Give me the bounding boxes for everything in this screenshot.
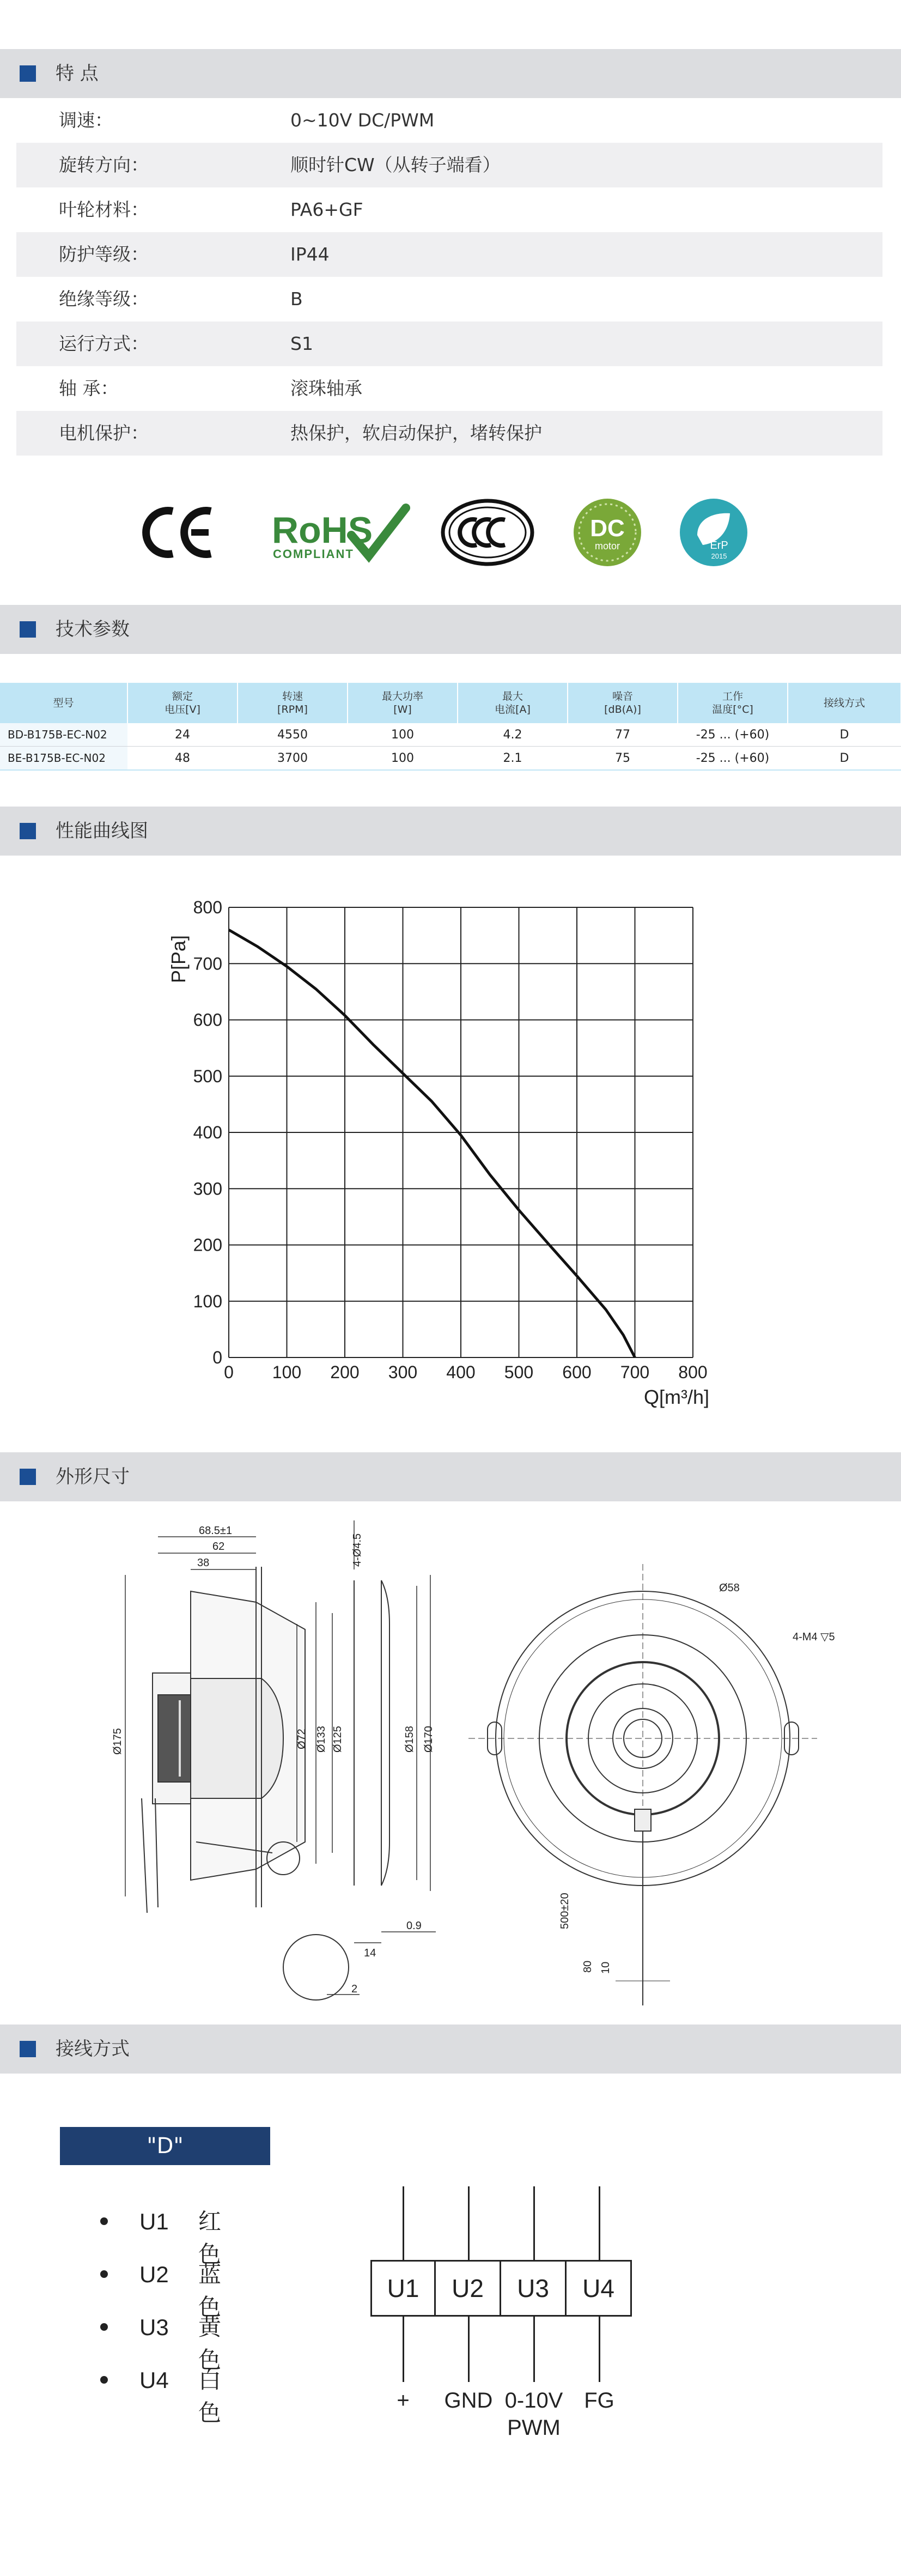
- feature-row: [16, 411, 882, 456]
- side-view: [142, 1567, 389, 2000]
- spec-cell: 4550: [238, 723, 348, 747]
- wire-line-top: [533, 2186, 535, 2260]
- spec-model-cell: BD-B175B-EC-N02: [0, 723, 127, 747]
- section-bar-features: [0, 49, 901, 98]
- feature-row: [16, 98, 882, 143]
- spec-cell: 4.2: [458, 723, 568, 747]
- feature-row: [16, 277, 882, 322]
- spec-cell: D: [788, 723, 901, 747]
- wire-color: 红色: [198, 2208, 222, 2268]
- y-tick-label: 600: [193, 1010, 222, 1030]
- dc-motor-logo: [569, 497, 646, 568]
- feature-value: 滚珠轴承: [290, 378, 362, 399]
- y-tick-label: 400: [193, 1123, 222, 1142]
- dim-68-5: 68.5±1: [199, 1525, 233, 1537]
- spec-header-cell: 额定 电压[V]: [127, 683, 238, 723]
- spec-cell: -25 ... (+60): [678, 723, 788, 747]
- wire-color: 白色: [198, 2367, 222, 2426]
- section-bar-wiring: [0, 2025, 901, 2074]
- wire-line-bottom: [403, 2317, 404, 2382]
- y-tick-label: 700: [193, 954, 222, 974]
- dim-d72: Ø72: [296, 1729, 308, 1749]
- spec-header-cell: 型号: [0, 683, 127, 723]
- x-tick-label: 100: [272, 1362, 302, 1382]
- feature-value: S1: [290, 333, 313, 354]
- spec-cell: 2.1: [458, 747, 568, 771]
- section-title: 特 点: [56, 63, 99, 84]
- spec-header-cell: 接线方式: [788, 683, 901, 723]
- terminal-label: 0-10V PWM: [504, 2389, 563, 2440]
- wiring-type-header: "D": [60, 2127, 270, 2165]
- ccc-logo: [439, 497, 537, 568]
- svg-text:2015: 2015: [711, 552, 727, 560]
- terminal-u1: U1: [370, 2260, 436, 2317]
- feature-key: 运行方式：: [59, 333, 149, 354]
- feature-row: [16, 187, 882, 232]
- wire-code: U2: [139, 2262, 169, 2287]
- dim-62: 62: [212, 1541, 225, 1553]
- spec-cell: 100: [348, 747, 458, 771]
- x-axis-label: Q[m³/h]: [643, 1386, 709, 1408]
- spec-header-cell: 噪音 [dB(A)]: [568, 683, 678, 723]
- bullet-icon: [100, 2376, 108, 2384]
- dim-d58: Ø58: [719, 1582, 740, 1594]
- feature-key: 防护等级：: [59, 244, 149, 265]
- x-tick-label: 600: [562, 1362, 592, 1382]
- section-marker: [20, 1469, 36, 1485]
- x-tick-label: 700: [620, 1362, 650, 1382]
- wire-color: 黄色: [198, 2314, 222, 2373]
- svg-text:motor: motor: [594, 541, 620, 551]
- x-tick-label: 800: [678, 1362, 708, 1382]
- wire-code: U4: [139, 2367, 169, 2393]
- spec-cell: -25 ... (+60): [678, 747, 788, 771]
- terminal-u3: U3: [500, 2260, 567, 2317]
- svg-text:DC: DC: [590, 515, 625, 542]
- dim-10: 10: [600, 1961, 612, 1974]
- svg-text:ErP: ErP: [710, 540, 728, 551]
- feature-row: [16, 232, 882, 277]
- wire-code: U3: [139, 2314, 169, 2340]
- dim-d170: Ø170: [423, 1726, 435, 1753]
- feature-value: IP44: [290, 244, 330, 265]
- x-tick-label: 300: [388, 1362, 418, 1382]
- terminal-label: GND: [444, 2389, 493, 2413]
- feature-row: [16, 322, 882, 366]
- spec-row: [0, 723, 901, 747]
- dim-0-9: 0.9: [406, 1920, 422, 1932]
- dim-d158: Ø158: [404, 1726, 416, 1753]
- y-tick-label: 300: [193, 1179, 222, 1199]
- section-bar-dims: [0, 1452, 901, 1501]
- y-tick-label: 200: [193, 1235, 222, 1255]
- spec-cell: 48: [127, 747, 238, 771]
- section-title: 技术参数: [56, 619, 130, 640]
- feature-row: [16, 143, 882, 187]
- section-bar-tech: [0, 605, 901, 654]
- x-tick-label: 0: [224, 1362, 234, 1382]
- spec-cell: 75: [568, 747, 678, 771]
- y-tick-label: 100: [193, 1291, 222, 1311]
- bullet-icon: [100, 2270, 108, 2278]
- wire-line-top: [468, 2186, 470, 2260]
- y-tick-label: 800: [193, 898, 222, 917]
- feature-value: 顺时针CW（从转子端看）: [290, 154, 501, 175]
- terminal-u2: U2: [434, 2260, 501, 2317]
- erp-logo: [675, 497, 752, 568]
- feature-key: 轴 承：: [59, 378, 119, 399]
- feature-key: 叶轮材料：: [59, 199, 149, 220]
- spec-row: [0, 747, 901, 771]
- feature-key: 旋转方向：: [59, 154, 149, 175]
- bullet-icon: [100, 2217, 108, 2225]
- y-tick-label: 0: [212, 1348, 222, 1367]
- terminal-label: FG: [584, 2389, 614, 2413]
- wire-line-bottom: [468, 2317, 470, 2382]
- dim-cable-length: 500±20: [559, 1893, 571, 1929]
- spec-cell: 77: [568, 723, 678, 747]
- y-axis-label: P[Pa]: [167, 935, 190, 984]
- dim-4-hole: 4-Ø4.5: [351, 1533, 363, 1567]
- wire-line-top: [403, 2186, 404, 2260]
- wire-color: 蓝色: [198, 2261, 222, 2320]
- terminal-u4: U4: [565, 2260, 632, 2317]
- feature-value: B: [290, 288, 303, 310]
- front-labels: [559, 1582, 835, 1974]
- x-tick-label: 200: [330, 1362, 360, 1382]
- spec-table: [0, 683, 901, 771]
- section-marker: [20, 621, 36, 638]
- y-tick-label: 500: [193, 1066, 222, 1086]
- spec-header-cell: 转速 [RPM]: [238, 683, 348, 723]
- rohs-logo: [270, 497, 411, 568]
- wire-line-bottom: [533, 2317, 535, 2382]
- performance-chart: [0, 883, 901, 1428]
- section-title: 性能曲线图: [56, 820, 148, 842]
- dim-m4: 4-M4 ▽5: [793, 1631, 835, 1643]
- svg-text:COMPLIANT: COMPLIANT: [273, 547, 354, 561]
- spec-cell: 100: [348, 723, 458, 747]
- dim-14: 14: [364, 1947, 376, 1959]
- section-bar-curve: [0, 807, 901, 856]
- section-title: 接线方式: [56, 2038, 130, 2060]
- front-view: [468, 1564, 817, 2005]
- wire-line-bottom: [599, 2317, 600, 2382]
- feature-key: 电机保护：: [59, 422, 149, 444]
- x-tick-label: 400: [446, 1362, 476, 1382]
- spec-model-cell: BE-B175B-EC-N02: [0, 747, 127, 771]
- wire-line-top: [599, 2186, 600, 2260]
- section-marker: [20, 65, 36, 82]
- dim-d125: Ø125: [332, 1726, 344, 1753]
- series-line: [229, 930, 635, 1357]
- spec-cell: D: [788, 747, 901, 771]
- spec-header-cell: 工作 温度[°C]: [678, 683, 788, 723]
- dim-80: 80: [582, 1960, 594, 1973]
- feature-value: 热保护，软启动保护，堵转保护: [290, 422, 542, 444]
- dim-2: 2: [351, 1983, 358, 1995]
- x-tick-label: 500: [504, 1362, 534, 1382]
- feature-key: 绝缘等级：: [59, 288, 149, 310]
- spec-header-cell: 最大 电流[A]: [458, 683, 568, 723]
- wire-code: U1: [139, 2209, 169, 2234]
- feature-key: 调速：: [59, 110, 113, 131]
- spec-header-cell: 最大功率 [W]: [348, 683, 458, 723]
- terminal-label: +: [397, 2389, 410, 2413]
- feature-value: 0~10V DC/PWM: [290, 110, 435, 131]
- dim-d133: Ø133: [315, 1726, 327, 1753]
- dimension-drawing: [0, 1515, 901, 2016]
- bullet-icon: [100, 2323, 108, 2331]
- section-title: 外形尺寸: [56, 1466, 130, 1488]
- dim-d175: Ø175: [112, 1728, 124, 1755]
- section-marker: [20, 823, 36, 839]
- feature-row: [16, 366, 882, 411]
- spec-cell: 24: [127, 723, 238, 747]
- feature-value: PA6+GF: [290, 199, 363, 220]
- svg-text:RoHS: RoHS: [272, 510, 373, 551]
- ce-mark-logo: [139, 497, 215, 568]
- section-marker: [20, 2041, 36, 2057]
- dim-38: 38: [197, 1557, 210, 1569]
- spec-cell: 3700: [238, 747, 348, 771]
